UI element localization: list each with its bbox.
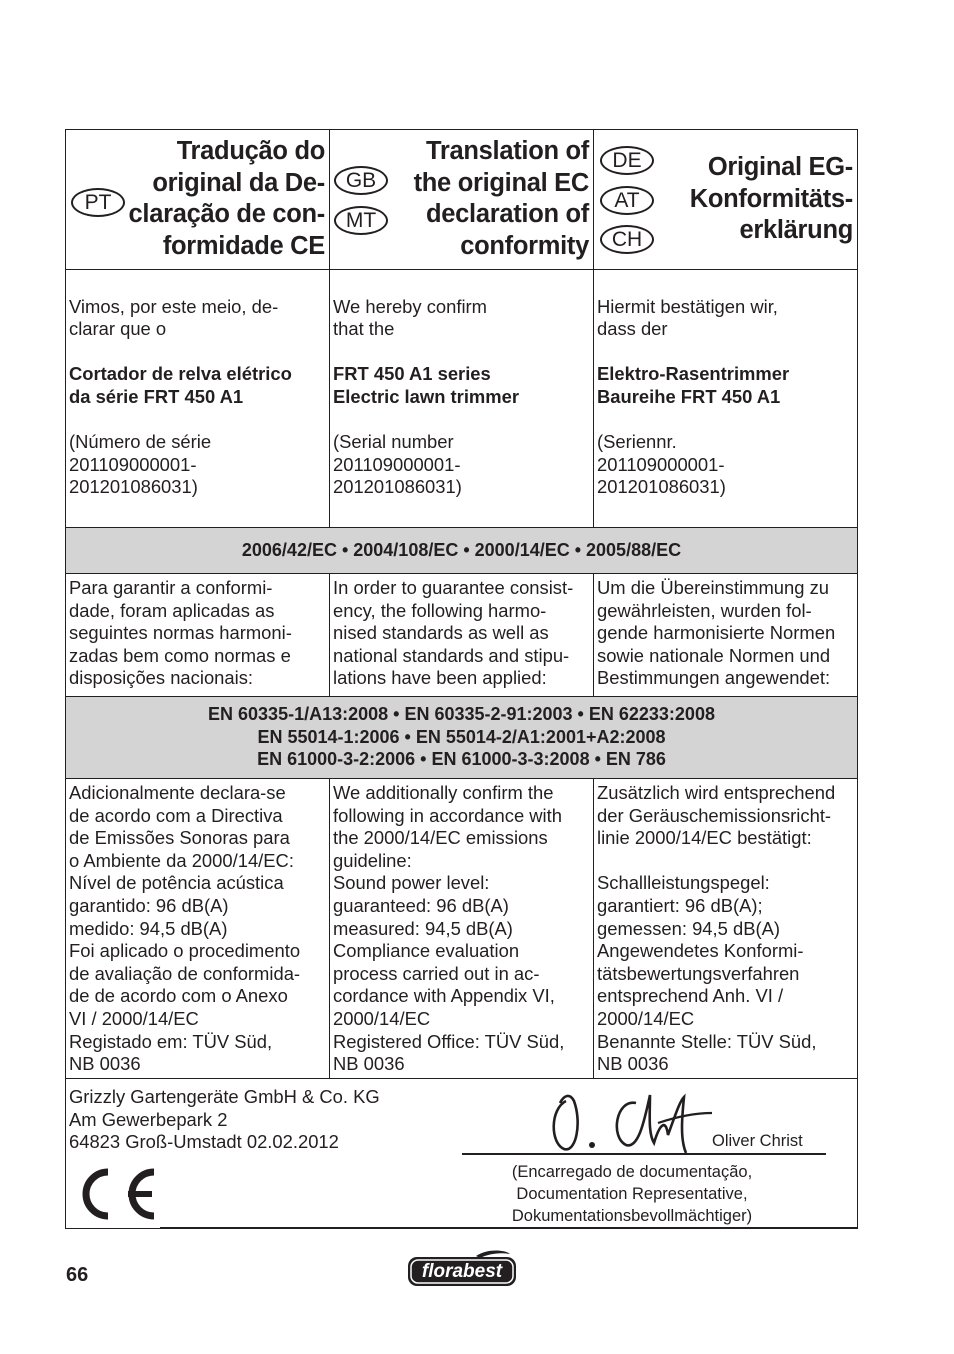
badge-mt: MT [334, 206, 388, 235]
brand-name: florabest [421, 1261, 503, 1282]
company-address [66, 1083, 380, 1154]
directives-row [66, 528, 857, 574]
header-pt [66, 130, 330, 269]
signature-area [66, 1079, 857, 1228]
ce-mark [70, 1165, 160, 1228]
header-gb-title: Translation of the original EC declaration of conformity [413, 137, 589, 260]
intro-row [66, 270, 857, 528]
signature-mark [546, 1083, 716, 1164]
noise-row [66, 779, 857, 1079]
signatory-name: Oliver Christ [712, 1132, 803, 1150]
badge-gb: GB [334, 166, 388, 195]
intro-de [594, 270, 857, 527]
badge-pt: PT [71, 188, 125, 217]
standards-intro-gb: In order to guarantee consist- ency, the following harmo- nised standards as well as national standards and stipu- lations have been applied: [330, 574, 594, 696]
badge-ch: CH [600, 225, 654, 254]
intro-pt-product: Cortador de relva elétrico da série FRT 450 A1 [69, 363, 292, 407]
page-number: 66 [66, 1264, 89, 1286]
standards-line-3: EN 61000-3-2:2006 • EN 61000-3-3:2008 • EN 786 [257, 749, 666, 769]
header-de-title: Original EG- Konformitäts- erklärung [689, 153, 853, 244]
intro-de-tail [597, 526, 857, 527]
header-de [594, 130, 857, 269]
standards-intro-de: Um die Übereinstimmung zu gewährleisten, wurden fol- gende harmonisierte Normen sowie nationale Normen und Bestimmungen angewendet: [597, 577, 836, 689]
company-street: Am Gewerbepark 2 [69, 1108, 228, 1130]
header-gb [330, 130, 594, 269]
intro-gb-product: FRT 450 A1 series Electric lawn trimmer [333, 363, 520, 407]
badge-at: AT [600, 186, 654, 215]
company-city-date: 64823 Groß-Umstadt 02.02.2012 [69, 1131, 339, 1153]
noise-de: Zusätzlich wird entsprechend der Geräuschemissionsricht- linie 2000/14/EC bestätigt: Schallleistungspegel: garantiert: 96 dB(A); gemessen: 94,5 dB(A) Angewendetes Konformi- tätsbewertungsverfahren entsprechend Anh. VI / 2000/14/EC Benannte Stelle: TÜV Süd, NB 0036 [597, 782, 836, 1075]
intro-pt-lead: Vimos, por este meio, de- clarar que o [69, 295, 279, 340]
florabest-logo [406, 1250, 518, 1288]
badge-de: DE [600, 146, 654, 175]
intro-de-lead: Hiermit bestätigen wir, dass der [597, 295, 778, 340]
intro-de-serial: (Seriennr. 201109000001- 201201086031) [597, 431, 726, 498]
intro-de-product: Elektro-Rasentrimmer Baureihe FRT 450 A1 [597, 363, 790, 407]
standards-line-1: EN 60335-1/A13:2008 • EN 60335-2-91:2003 • EN 62233:2008 [208, 704, 715, 724]
intro-gb-lead: We hereby confirm that the [333, 295, 487, 340]
company-name: Grizzly Gartengeräte GmbH & Co. KG [69, 1086, 380, 1107]
noise-gb: We additionally confirm the following in accordance with the 2000/14/EC emissions guideline: Sound power level: guaranteed: 96 dB(A) measured: 94,5 dB(A) Compliance evaluation process carried out in ac- cordance with Appendix VI, 2000/14/EC Registered Office: TÜV Süd, NB 0036 [330, 779, 594, 1078]
intro-pt [66, 270, 330, 527]
signature-line [462, 1153, 826, 1155]
standards-intro-row [66, 574, 857, 697]
intro-gb [330, 270, 594, 527]
intro-gb-serial: (Serial number 201109000001- 201201086031) [333, 431, 462, 498]
intro-pt-serial: (Número de série 201109000001- 201201086031) [69, 431, 212, 498]
header-pt-title: Tradução do original da De- claração de con- formidade CE [128, 137, 325, 260]
bottom-left-rule [160, 1227, 857, 1228]
standards-intro-pt: Para garantir a conformi- dade, foram aplicadas as seguintes normas harmoni- zadas bem como normas e disposições nacionais: [66, 574, 330, 696]
noise-pt: Adicionalmente declara-se de acordo com a Directiva de Emissões Sonoras para o Ambiente da 2000/14/EC: Nível de potência acústica garantido: 96 dB(A) medido: 94,5 dB(A) Foi aplicado o procedimento de avaliação de conformida- de de acordo com o Anexo VI / 2000/14/EC Registado em: TÜV Süd, NB 0036 [66, 779, 330, 1078]
declaration-table [65, 129, 858, 1229]
standards-row [66, 697, 857, 779]
header-row [66, 130, 857, 270]
signatory-role: (Encarregado de documentação, Documentation Representative, Dokumentationsbevollmächtiger) [511, 1163, 753, 1225]
directives-text: 2006/42/EC • 2004/108/EC • 2000/14/EC • 2005/88/EC [241, 540, 682, 560]
standards-line-2: EN 55014-1:2006 • EN 55014-2/A1:2001+A2:2008 [257, 726, 666, 747]
